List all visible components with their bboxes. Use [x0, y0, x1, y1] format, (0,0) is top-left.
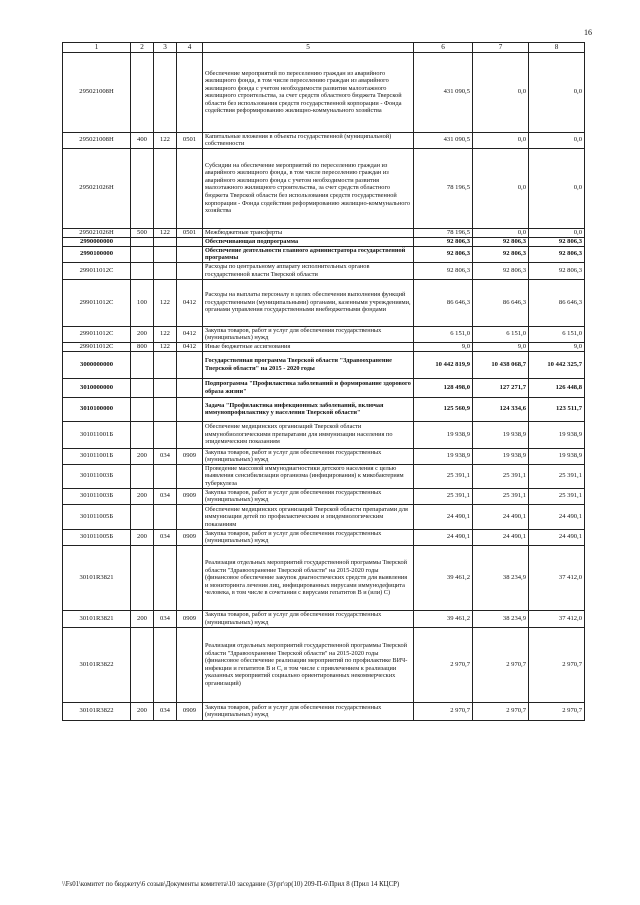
header-row: [63, 43, 585, 53]
table-row: [63, 378, 585, 397]
row-value-8: 37 412,0: [529, 545, 585, 610]
row-code: 295021026Н: [63, 148, 131, 228]
row-code: 30101R3822: [63, 702, 131, 720]
row-col3: [154, 148, 177, 228]
row-col3: 034: [154, 529, 177, 545]
row-code: 301011005Б: [63, 529, 131, 545]
col-header-5: 5: [203, 43, 414, 53]
row-value-7: 25 391,1: [473, 488, 529, 504]
row-col4: [177, 351, 203, 378]
row-col4: 0909: [177, 448, 203, 464]
row-code: 295021026Н: [63, 228, 131, 237]
row-value-7: 38 234,9: [473, 610, 529, 627]
row-description: Закупка товаров, работ и услуг для обеспечения государственных (муниципальных) нужд: [203, 529, 414, 545]
row-col4: 0501: [177, 228, 203, 237]
row-col2: 200: [131, 448, 154, 464]
row-description: Расходы на выплаты персоналу в целях обеспечения выполнения функций государственными (муниципальными) органами, казенными учреждениями, органами управления государственными внебюджетными фондами: [203, 279, 414, 326]
row-value-7: 127 271,7: [473, 378, 529, 397]
row-value-7: 19 938,9: [473, 421, 529, 448]
budget-table: [62, 42, 585, 721]
table-row: [63, 342, 585, 351]
row-col4: 0909: [177, 529, 203, 545]
row-value-8: 25 391,1: [529, 488, 585, 504]
row-code: 301011001Б: [63, 421, 131, 448]
row-description: Задача "Профилактика инфекционных заболеваний, включая иммунопрофилактику у населения Тверской области": [203, 397, 414, 421]
row-col2: [131, 262, 154, 279]
row-value-6: 19 938,9: [414, 448, 473, 464]
row-description: Обеспечение деятельности главного администратора государственной программы: [203, 246, 414, 262]
row-value-7: 6 151,0: [473, 326, 529, 342]
row-col2: 100: [131, 279, 154, 326]
row-value-6: 431 090,5: [414, 52, 473, 132]
row-col2: [131, 504, 154, 529]
row-code: 301011003Б: [63, 488, 131, 504]
row-col2: 400: [131, 132, 154, 148]
row-col4: [177, 52, 203, 132]
row-description: Межбюджетные трансферты: [203, 228, 414, 237]
row-value-6: 24 490,1: [414, 504, 473, 529]
col-header-1: 1: [63, 43, 131, 53]
row-col3: [154, 52, 177, 132]
col-header-8: 8: [529, 43, 585, 53]
row-description: Обеспечение медицинских организаций Тверской области иммунобиологическими препаратами для иммунизации населения по эпидемическим показаниям: [203, 421, 414, 448]
row-code: 295021008Н: [63, 132, 131, 148]
table-row: [63, 488, 585, 504]
row-description: Капитальные вложения в объекты государственной (муниципальной) собственности: [203, 132, 414, 148]
table-row: [63, 237, 585, 246]
row-col3: [154, 504, 177, 529]
row-value-6: 78 196,5: [414, 228, 473, 237]
row-code: 299011012С: [63, 342, 131, 351]
row-col2: [131, 464, 154, 488]
col-header-2: 2: [131, 43, 154, 53]
row-col4: 0412: [177, 279, 203, 326]
row-value-6: 2 970,7: [414, 627, 473, 702]
row-value-6: 92 806,3: [414, 237, 473, 246]
row-value-7: 92 806,3: [473, 237, 529, 246]
table-row: [63, 279, 585, 326]
row-col4: 0412: [177, 326, 203, 342]
row-value-8: 6 151,0: [529, 326, 585, 342]
row-description: Подпрограмма "Профилактика заболеваний и формирование здорового образа жизни": [203, 378, 414, 397]
row-col4: 0501: [177, 132, 203, 148]
row-col4: [177, 545, 203, 610]
row-description: Реализация отдельных мероприятий государственной программы Тверской области "Здравоохранение Тверской области" на 2015-2020 годы (финансовое обеспечение реализации мероприятий по профилактике ВИЧ-инфекции и гепатитов В и С, в том числе с привлечением к реализации указанных мероприятий социально ориентированных некоммерческих организаций): [203, 627, 414, 702]
row-col2: [131, 397, 154, 421]
row-col2: 200: [131, 326, 154, 342]
table-row: [63, 421, 585, 448]
row-description: Закупка товаров, работ и услуг для обеспечения государственных (муниципальных) нужд: [203, 610, 414, 627]
row-value-6: 9,0: [414, 342, 473, 351]
row-value-8: 92 806,3: [529, 237, 585, 246]
row-value-7: 9,0: [473, 342, 529, 351]
row-description: Закупка товаров, работ и услуг для обеспечения государственных (муниципальных) нужд: [203, 326, 414, 342]
row-col3: [154, 246, 177, 262]
row-value-7: 0,0: [473, 228, 529, 237]
row-value-6: 24 490,1: [414, 529, 473, 545]
row-col4: [177, 237, 203, 246]
row-value-8: 0,0: [529, 228, 585, 237]
row-code: 301011001Б: [63, 448, 131, 464]
table-row: [63, 397, 585, 421]
row-value-6: 10 442 819,9: [414, 351, 473, 378]
col-header-7: 7: [473, 43, 529, 53]
row-value-8: 37 412,0: [529, 610, 585, 627]
row-col3: [154, 378, 177, 397]
table-row: [63, 529, 585, 545]
row-value-7: 24 490,1: [473, 504, 529, 529]
row-value-7: 0,0: [473, 132, 529, 148]
row-col3: 122: [154, 279, 177, 326]
row-value-7: 124 334,6: [473, 397, 529, 421]
row-value-8: 0,0: [529, 132, 585, 148]
row-description: Закупка товаров, работ и услуг для обеспечения государственных (муниципальных) нужд: [203, 448, 414, 464]
row-value-8: 0,0: [529, 148, 585, 228]
row-col2: [131, 237, 154, 246]
row-value-6: 2 970,7: [414, 702, 473, 720]
row-value-6: 39 461,2: [414, 545, 473, 610]
row-col3: 122: [154, 132, 177, 148]
row-value-7: 19 938,9: [473, 448, 529, 464]
row-code: 3010000000: [63, 378, 131, 397]
row-col4: [177, 262, 203, 279]
row-value-7: 25 391,1: [473, 464, 529, 488]
row-col3: [154, 545, 177, 610]
row-code: 2990000000: [63, 237, 131, 246]
row-description: Субсидии на обеспечение мероприятий по переселению граждан из аварийного жилищного фонда, в том числе переселению граждан из аварийного жилищного фонда с учетом необходимости развития малоэтажного жилищного строительства, за счет средств областного бюджета Тверской области без использования средств государственной корпорации - Фонда содействия реформированию жилищно-коммунального хозяйства: [203, 148, 414, 228]
row-col2: 500: [131, 228, 154, 237]
row-col3: [154, 397, 177, 421]
row-value-7: 92 806,3: [473, 262, 529, 279]
row-value-8: 19 938,9: [529, 421, 585, 448]
row-col4: [177, 627, 203, 702]
row-value-7: 0,0: [473, 148, 529, 228]
row-description: Обеспечивающая подпрограмма: [203, 237, 414, 246]
row-description: Проведение массовой иммунодиагностики детского населения с целью выявления сенсибилизации организма (инфицирования) к микобактериям туберкулеза: [203, 464, 414, 488]
col-header-6: 6: [414, 43, 473, 53]
table-row: [63, 627, 585, 702]
table-row: [63, 148, 585, 228]
row-code: 30101R3821: [63, 610, 131, 627]
row-code: 30101R3821: [63, 545, 131, 610]
table-row: [63, 610, 585, 627]
row-col4: 0909: [177, 488, 203, 504]
row-col2: [131, 421, 154, 448]
file-path-footer: \\Fs01\комитет по бюджету\6 созыв\Документы комитета\10 заседание (3)\рг\зр(10) 209-П-6\Прил 8 (Прил 14 КЦСР): [62, 881, 400, 888]
row-value-8: 92 806,3: [529, 246, 585, 262]
table-row: [63, 262, 585, 279]
row-col3: 122: [154, 326, 177, 342]
row-col3: [154, 464, 177, 488]
row-col3: 034: [154, 448, 177, 464]
row-value-7: 38 234,9: [473, 545, 529, 610]
table-row: [63, 702, 585, 720]
row-col3: [154, 351, 177, 378]
table-row: [63, 351, 585, 378]
row-value-6: 6 151,0: [414, 326, 473, 342]
row-col3: 034: [154, 488, 177, 504]
row-value-7: 86 646,3: [473, 279, 529, 326]
row-code: 299011012С: [63, 326, 131, 342]
row-value-7: 24 490,1: [473, 529, 529, 545]
row-value-8: 24 490,1: [529, 504, 585, 529]
row-col2: [131, 351, 154, 378]
table-row: [63, 504, 585, 529]
row-code: 295021008Н: [63, 52, 131, 132]
row-description: Иные бюджетные ассигнования: [203, 342, 414, 351]
row-col4: 0909: [177, 702, 203, 720]
row-code: 30101R3822: [63, 627, 131, 702]
row-col2: 800: [131, 342, 154, 351]
col-header-3: 3: [154, 43, 177, 53]
row-col3: [154, 262, 177, 279]
row-col4: [177, 464, 203, 488]
row-value-6: 25 391,1: [414, 464, 473, 488]
row-value-6: 92 806,3: [414, 246, 473, 262]
row-value-8: 123 511,7: [529, 397, 585, 421]
row-col3: 122: [154, 342, 177, 351]
row-col3: 034: [154, 610, 177, 627]
row-col4: [177, 378, 203, 397]
row-value-7: 10 438 068,7: [473, 351, 529, 378]
table-row: [63, 326, 585, 342]
row-code: 299011012С: [63, 279, 131, 326]
table-row: [63, 228, 585, 237]
table-row: [63, 464, 585, 488]
table-row: [63, 52, 585, 132]
table-row: [63, 448, 585, 464]
row-value-6: 19 938,9: [414, 421, 473, 448]
row-col3: [154, 421, 177, 448]
row-col4: [177, 504, 203, 529]
row-code: 2990100000: [63, 246, 131, 262]
row-col2: [131, 52, 154, 132]
row-value-8: 2 970,7: [529, 702, 585, 720]
row-value-8: 10 442 325,7: [529, 351, 585, 378]
row-col4: [177, 397, 203, 421]
row-description: Расходы по центральному аппарату исполнительных органов государственной власти Тверской области: [203, 262, 414, 279]
row-col2: 200: [131, 488, 154, 504]
row-value-8: 25 391,1: [529, 464, 585, 488]
row-value-6: 86 646,3: [414, 279, 473, 326]
row-col4: 0412: [177, 342, 203, 351]
page-number: 16: [584, 28, 592, 37]
row-col4: [177, 421, 203, 448]
row-value-8: 19 938,9: [529, 448, 585, 464]
row-col2: [131, 545, 154, 610]
row-value-8: 92 806,3: [529, 262, 585, 279]
row-description: Государственная программа Тверской области "Здравоохранение Тверской области" на 2015 - 2020 годы: [203, 351, 414, 378]
row-col3: 122: [154, 228, 177, 237]
row-value-8: 24 490,1: [529, 529, 585, 545]
row-col2: [131, 148, 154, 228]
row-col3: [154, 237, 177, 246]
row-col3: [154, 627, 177, 702]
row-value-6: 39 461,2: [414, 610, 473, 627]
row-value-7: 92 806,3: [473, 246, 529, 262]
table-row: [63, 132, 585, 148]
row-col2: 200: [131, 529, 154, 545]
row-value-6: 125 560,9: [414, 397, 473, 421]
row-col4: [177, 148, 203, 228]
table-body: [63, 52, 585, 720]
row-description: Закупка товаров, работ и услуг для обеспечения государственных (муниципальных) нужд: [203, 488, 414, 504]
row-value-6: 431 090,5: [414, 132, 473, 148]
row-value-8: 9,0: [529, 342, 585, 351]
row-col2: [131, 246, 154, 262]
row-value-8: 126 448,8: [529, 378, 585, 397]
row-col4: [177, 246, 203, 262]
table-row: [63, 246, 585, 262]
row-col2: 200: [131, 702, 154, 720]
row-value-7: 0,0: [473, 52, 529, 132]
row-col2: [131, 378, 154, 397]
row-col2: [131, 627, 154, 702]
row-value-6: 78 196,5: [414, 148, 473, 228]
row-col4: 0909: [177, 610, 203, 627]
row-value-6: 25 391,1: [414, 488, 473, 504]
row-value-8: 0,0: [529, 52, 585, 132]
table-row: [63, 545, 585, 610]
row-code: 3000000000: [63, 351, 131, 378]
row-value-6: 92 806,3: [414, 262, 473, 279]
row-description: Реализация отдельных мероприятий государственной программы Тверской области "Здравоохранение Тверской области" на 2015-2020 годы (финансовое обеспечение закупок диагностических средств для выявления и мониторинга лечения лиц, инфицированных вирусами иммунодефицита человека, в том числе в сочетании с вирусами гепатитов В и (или) С): [203, 545, 414, 610]
row-value-8: 86 646,3: [529, 279, 585, 326]
row-value-7: 2 970,7: [473, 627, 529, 702]
row-description: Закупка товаров, работ и услуг для обеспечения государственных (муниципальных) нужд: [203, 702, 414, 720]
row-value-8: 2 970,7: [529, 627, 585, 702]
row-code: 301011003Б: [63, 464, 131, 488]
row-code: 301011005Б: [63, 504, 131, 529]
row-description: Обеспечение медицинских организаций Тверской области препаратами для иммунизации детей по профилактическим и эпидемиологическим показаниям: [203, 504, 414, 529]
row-code: 3010100000: [63, 397, 131, 421]
row-description: Обеспечение мероприятий по переселению граждан из аварийного жилищного фонда, в том числе переселению граждан из аварийного жилищного фонда с учетом необходимости развития малоэтажного жилищного строительства, за счет средств областного бюджета Тверской области без использования средств государственной корпорации - Фонда содействия реформированию жилищно-коммунального хозяйства: [203, 52, 414, 132]
row-value-7: 2 970,7: [473, 702, 529, 720]
row-col3: 034: [154, 702, 177, 720]
row-col2: 200: [131, 610, 154, 627]
col-header-4: 4: [177, 43, 203, 53]
row-value-6: 128 498,0: [414, 378, 473, 397]
row-code: 299011012С: [63, 262, 131, 279]
